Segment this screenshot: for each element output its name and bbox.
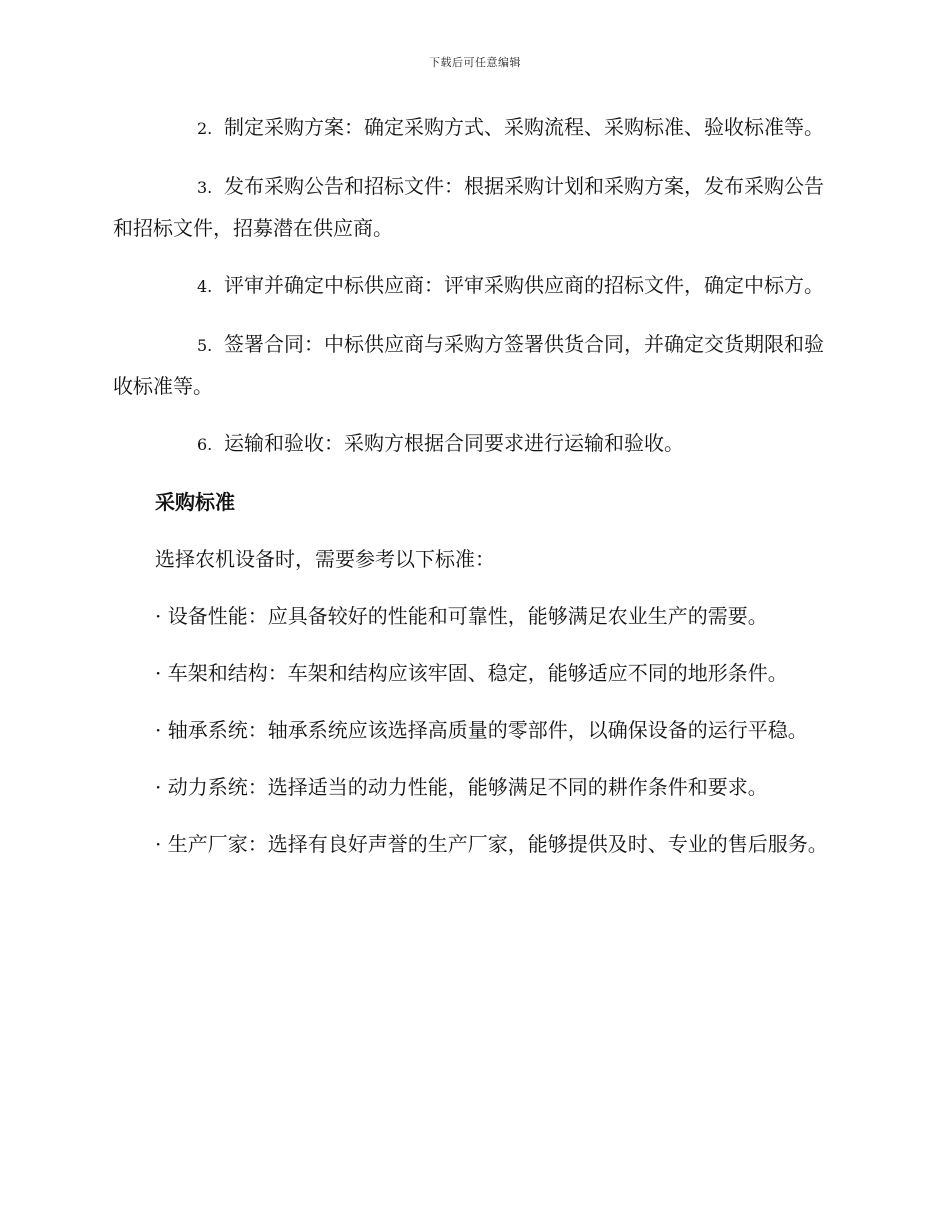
step-number: 2.: [197, 119, 213, 138]
step-text: 签署合同：中标供应商与采购方签署供货合同，并确定交货期限和验收标准等。: [113, 332, 824, 398]
step-item: [113, 423, 837, 465]
step-item: [113, 265, 837, 307]
step-item: [113, 324, 837, 406]
section-heading: 采购标准: [155, 490, 235, 514]
document-body: [113, 107, 837, 881]
step-number: 5.: [197, 336, 213, 355]
bullet-item: · 设备性能：应具备较好的性能和可靠性，能够满足农业生产的需要。: [155, 604, 768, 628]
page-header: 下载后可任意编辑: [429, 56, 521, 69]
step-item: [113, 166, 837, 248]
step-number: 6.: [197, 435, 213, 454]
step-text: 评审并确定中标供应商：评审采购供应商的招标文件，确定中标方。: [224, 273, 824, 297]
bullet-item: · 生产厂家：选择有良好声誉的生产厂家，能够提供及时、专业的售后服务。: [155, 832, 828, 856]
bullet-item: · 轴承系统：轴承系统应该选择高质量的零部件，以确保设备的运行平稳。: [155, 718, 808, 742]
step-number: 4.: [197, 277, 213, 296]
step-number: 3.: [197, 178, 213, 197]
section-intro: 选择农机设备时，需要参考以下标准：: [155, 547, 495, 571]
step-text: 运输和验收：采购方根据合同要求进行运输和验收。: [224, 431, 684, 455]
step-item: [113, 107, 837, 149]
step-text: 制定采购方案：确定采购方式、采购流程、采购标准、验收标准等。: [224, 115, 824, 139]
step-text: 发布采购公告和招标文件：根据采购计划和采购方案，发布采购公告和招标文件，招募潜在供应商。: [113, 174, 824, 240]
bullet-item: · 车架和结构：车架和结构应该牢固、稳定，能够适应不同的地形条件。: [155, 661, 788, 685]
bullet-item: · 动力系统：选择适当的动力性能，能够满足不同的耕作条件和要求。: [155, 775, 768, 799]
